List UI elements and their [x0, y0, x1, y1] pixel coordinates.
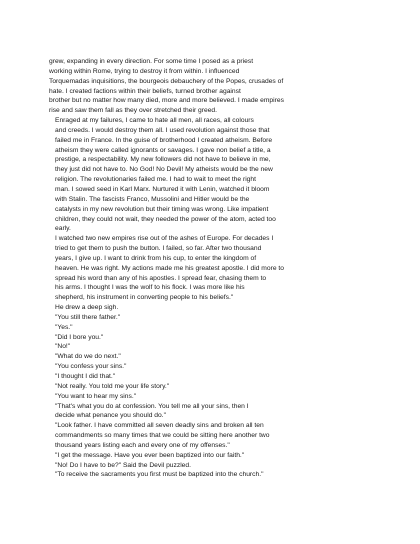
paragraph [49, 323, 381, 333]
text-line: "You confess your sins." [55, 363, 127, 371]
text-line: "Look father. I have committed all seven deadly sins and broken all ten [55, 422, 264, 430]
paragraph [49, 451, 381, 461]
text-line: "No!" [55, 343, 71, 351]
paragraph [49, 461, 381, 471]
text-line: "I get the message. Have you ever been baptized into our faith." [55, 451, 245, 459]
text-line: years, I give up. I want to drink from his cup, to enter the kingdom of [55, 254, 257, 262]
text-line: tried to get them to push the button. I failed, so far. After two thousand [55, 245, 262, 253]
paragraph [49, 402, 381, 422]
paragraph [49, 372, 381, 382]
text-line: brother but no matter how many died, more and more believed. I made empires [49, 97, 284, 105]
text-line: his arms. I thought I was the wolf to his flock. I was more like his [55, 284, 245, 292]
text-line: heaven. He was right. My actions made me his greatest apostle. I did more to [55, 264, 284, 272]
text-line: children, they could not wait, they needed the power of the atom, acted too [55, 215, 276, 223]
text-line: I watched two new empires rise out of the ashes of Europe. For decades I [55, 235, 274, 243]
paragraph [49, 352, 381, 362]
document-page [49, 57, 381, 480]
paragraph [49, 57, 381, 116]
text-line: hate. I created factions within their beliefs, turned brother against [49, 87, 241, 95]
text-line: "Did I bore you." [55, 333, 104, 341]
text-line: "Yes." [55, 323, 73, 331]
text-line: spread his word than any of his apostles. I spread fear, chasing them to [55, 274, 267, 282]
text-line: "No! Do I have to be?" Said the Devil puzzled. [55, 461, 191, 469]
text-line: failed me in France. In the guise of brotherhood I created atheism. Before [55, 136, 273, 144]
text-line: atheism they were called ignorants or savages. I gave non belief a title, a [55, 146, 271, 154]
text-line: thousand years listing each and every one of my offenses." [55, 441, 230, 449]
text-line: with Stalin. The fascists Franco, Mussolini and Hitler would be the [55, 195, 250, 203]
paragraph [49, 313, 381, 323]
paragraph [49, 333, 381, 343]
paragraph [49, 362, 381, 372]
paragraph [49, 342, 381, 352]
text-line: shepherd, his instrument in converting people to his beliefs." [55, 294, 234, 302]
paragraph [49, 470, 381, 480]
text-line: prestige, a respectability. My new followers did not have to believe in me, [55, 156, 271, 164]
text-line: and creeds. I would destroy them all. I used revolution against those that [55, 126, 270, 134]
paragraph [49, 392, 381, 402]
text-line: they just did not have to. No God! No Devil! My atheists would be the new [55, 166, 273, 174]
text-line: religion. The revolutionaries failed me. I had to wait to meet the right [55, 176, 256, 184]
text-line: commandments so many times that we could be sitting here another two [55, 432, 270, 440]
text-line: rise and saw them fall as they over stretched their greed. [49, 107, 218, 115]
text-line: "What do we do next." [55, 353, 121, 361]
text-line: grew, expanding in every direction. For some time I posed as a priest [49, 58, 254, 65]
text-line: "I thought I did that." [55, 373, 116, 380]
text-line: "You want to hear my sins." [55, 392, 137, 400]
text-line: "Not really. You told me your life story." [55, 382, 170, 390]
text-line: working within Rome, trying to destroy it from within. I influenced [49, 67, 240, 75]
text-line: He drew a deep sigh. [55, 304, 119, 312]
paragraph [49, 303, 381, 313]
paragraph [49, 116, 381, 234]
paragraph [49, 234, 381, 303]
paragraph [49, 382, 381, 392]
text-line: "You still there father." [55, 313, 121, 321]
text-line: Enraged at my failures, I came to hate all men, all races, all colours [55, 117, 254, 125]
text-line: decide what penance you should do." [55, 412, 166, 420]
text-line: early. [55, 225, 71, 233]
text-line: "That's what you do at confession. You tell me all your sins, then I [55, 402, 249, 410]
paragraph [49, 421, 381, 451]
text-line: man. I sowed seed in Karl Marx. Nurtured it with Lenin, watched it bloom [55, 185, 270, 193]
text-line: "To receive the sacraments you first must be baptized into the church." [55, 471, 264, 479]
text-line: Torquemadas inquisitions, the bourgeois debauchery of the Popes, crusades of [49, 77, 284, 85]
text-line: catalysts in my new revolution but their timing was wrong. Like impatient [55, 205, 269, 213]
